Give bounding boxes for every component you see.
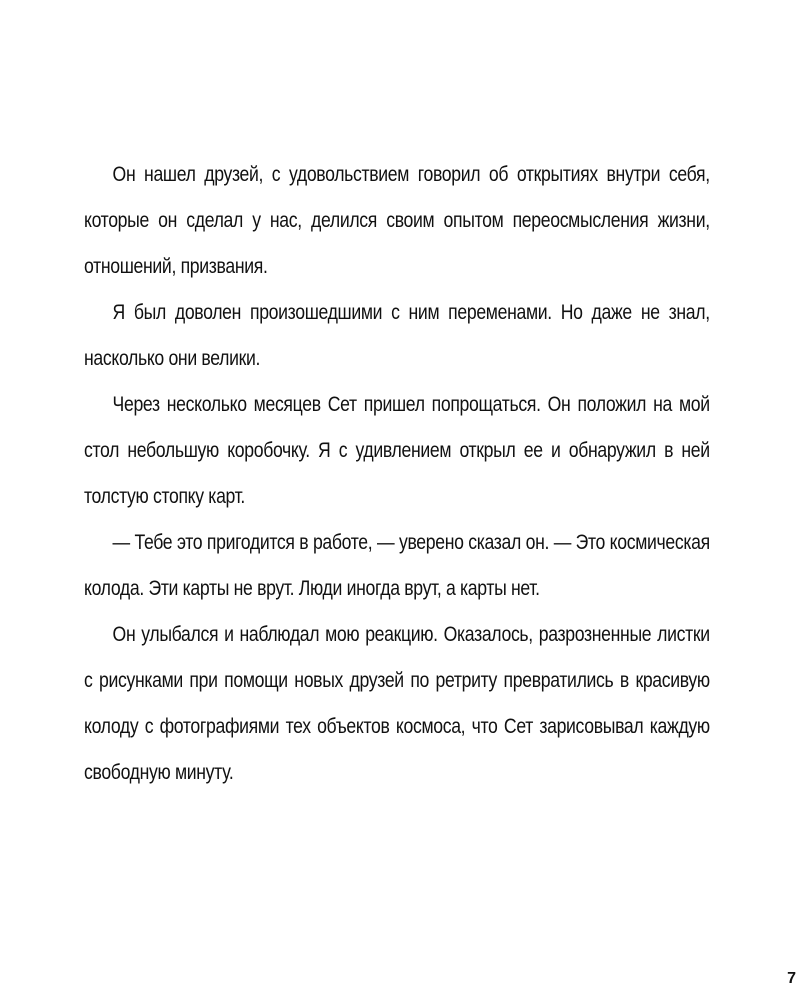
page-number: 7	[787, 970, 796, 987]
paragraph: Я был доволен произошедшими с ним переменами. Но даже не знал, насколько они велики.	[84, 301, 710, 370]
paragraph: — Тебе это пригодится в работе, — уверено сказал он. — Это космическая колода. Эти карты не врут. Люди иногда врут, а карты нет.	[84, 531, 710, 600]
paragraph: Он улыбался и наблюдал мою реакцию. Оказалось, разрозненные листки с рисунками при помощи новых друзей по ретриту превратились в красивую колоду с фотографиями тех объектов космоса, что Сет зарисовывал каждую свободную минуту.	[84, 623, 710, 784]
page-body	[84, 152, 710, 796]
paragraph: Он нашел друзей, с удовольствием говорил об открытиях внутри себя, которые он сделал у нас, делился своим опытом переосмысления жизни, отношений, призвания.	[84, 163, 710, 278]
paragraph: Через несколько месяцев Сет пришел попрощаться. Он положил на мой стол небольшую коробочку. Я с удивлением открыл ее и обнаружил в ней толстую стопку карт.	[84, 393, 710, 508]
